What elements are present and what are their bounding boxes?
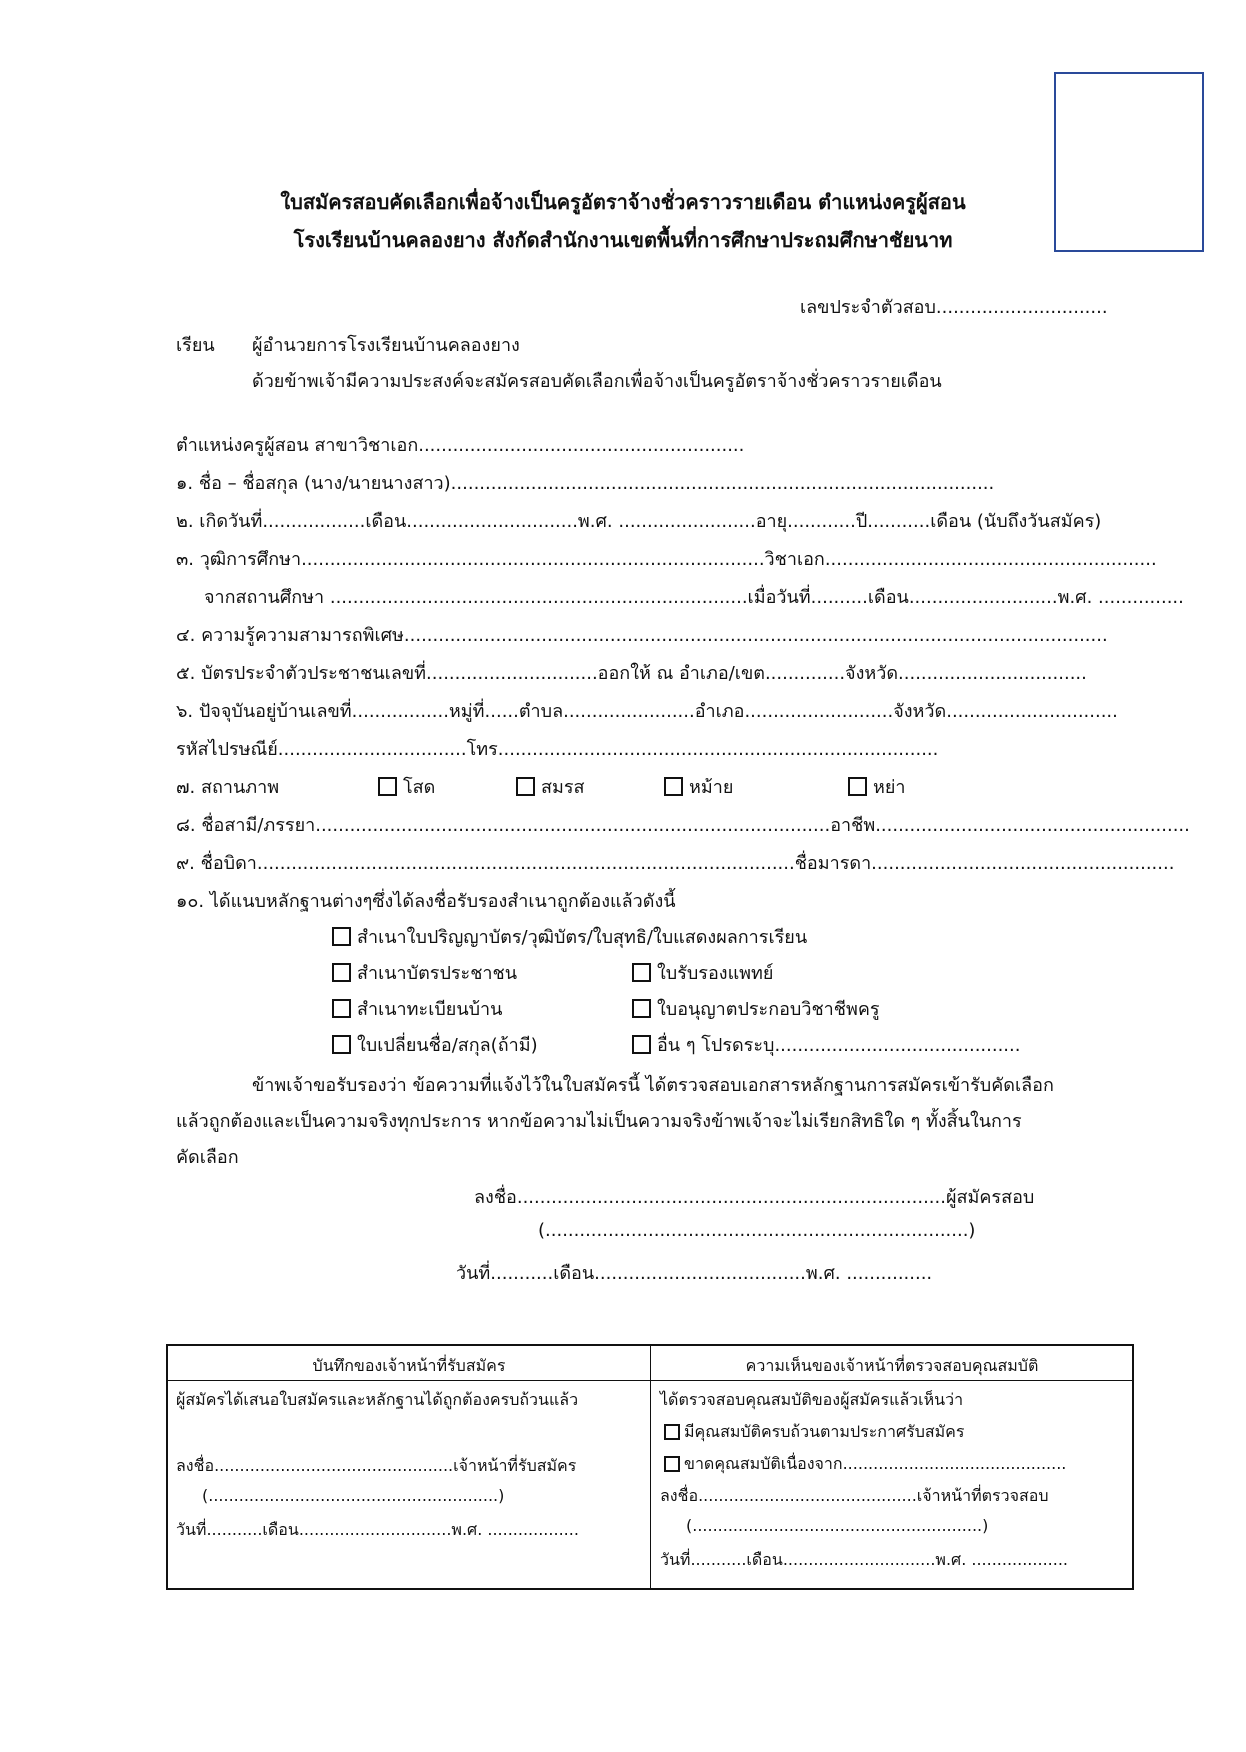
checkbox-icon[interactable]: [332, 1035, 351, 1054]
checkbox-icon[interactable]: [664, 777, 683, 796]
address-field[interactable]: ๖. ปัจจุบันอยู่บ้านเลขที่.................หมู่ที่......ตำบล.......................อำเภอ..........................จังหวัด..............................: [176, 701, 1118, 722]
name-field[interactable]: ๑. ชื่อ – ชื่อสกุล (นาง/นายนางสาว)...............................................................................................: [176, 473, 995, 494]
left-header: บันทึกของเจ้าหน้าที่รับสมัคร: [312, 1356, 506, 1375]
marital-status-label: ๗. สถานภาพ: [176, 777, 280, 798]
salutation-intro: ด้วยข้าพเจ้ามีความประสงค์จะสมัครสอบคัดเลือกเพื่อจ้างเป็นครูอัตราจ้างชั่วคราวรายเดือน: [252, 371, 942, 392]
birth-field[interactable]: ๒. เกิดวันที่..................เดือน..............................พ.ศ. ........................อายุ............ปี...........เดือน (นับถึงวันสมัคร): [176, 511, 1102, 532]
left-note: ผู้สมัครได้เสนอใบสมัครและหลักฐานได้ถูกต้องครบถ้วนแล้ว: [176, 1390, 579, 1409]
id-card-field[interactable]: ๕. บัตรประจำตัวประชาชนเลขที่..............................ออกให้ ณ อำเภอ/เขต..............จังหวัด.................................: [176, 663, 1087, 684]
attachments-label: ๑๐. ได้แนบหลักฐานต่างๆซึ่งได้ลงชื่อรับรองสำเนาถูกต้องแล้วดังนี้: [176, 891, 676, 912]
applicant-signature-field[interactable]: ลงชื่อ...........................................................................ผู้สมัครสอบ: [474, 1187, 1035, 1208]
status-divorced-option[interactable]: หย่า: [848, 772, 906, 801]
title-line-2: โรงเรียนบ้านคลองยาง สังกัดสำนักงานเขตพื้นที่การศึกษาประถมศึกษาชัยนาท: [293, 228, 953, 252]
checkbox-icon[interactable]: [632, 963, 651, 982]
doc-id-copy-option[interactable]: สำเนาบัตรประชาชน: [332, 958, 517, 987]
right-note: ได้ตรวจสอบคุณสมบัติของผู้สมัครแล้วเห็นว่า: [660, 1390, 964, 1409]
declaration-line-2: แล้วถูกต้องและเป็นความจริงทุกประการ หากข้อความไม่เป็นความจริงข้าพเจ้าจะไม่เรียกสิทธิใด ๆ ทั้งสิ้นในการ: [176, 1111, 1022, 1132]
receiver-name-field[interactable]: (.........................................................): [202, 1486, 505, 1505]
table-divider: [650, 1346, 651, 1588]
declaration-line-3: คัดเลือก: [176, 1147, 239, 1168]
checkbox-icon[interactable]: [632, 1035, 651, 1054]
institution-field[interactable]: จากสถานศึกษา .........................................................................เมื่อวันที่..........เดือน..........................พ.ศ. ...............: [204, 587, 1184, 608]
status-widowed-option[interactable]: หม้าย: [664, 772, 733, 801]
doc-name-change-option[interactable]: ใบเปลี่ยนชื่อ/สกุล(ถ้ามี): [332, 1030, 538, 1059]
status-single-option[interactable]: โสด: [378, 772, 435, 801]
checkbox-icon[interactable]: [632, 999, 651, 1018]
checkbox-icon[interactable]: [664, 1456, 680, 1472]
receiver-date-field[interactable]: วันที่...........เดือน..............................พ.ศ. ..................: [176, 1520, 579, 1539]
officer-table: [166, 1344, 1134, 1590]
doc-other-option[interactable]: อื่น ๆ โปรดระบุ...........................................: [632, 1030, 1020, 1059]
checkbox-icon[interactable]: [332, 999, 351, 1018]
postal-phone-field[interactable]: รหัสไปรษณีย์.................................โทร.............................................................................: [176, 739, 939, 760]
checkbox-icon[interactable]: [664, 1424, 680, 1440]
salutation-label: เรียน: [176, 335, 215, 356]
position-field[interactable]: ตำแหน่งครูผู้สอน สาขาวิชาเอก.........................................................: [176, 435, 745, 456]
doc-house-reg-option[interactable]: สำเนาทะเบียนบ้าน: [332, 994, 502, 1023]
right-header: ความเห็นของเจ้าหน้าที่ตรวจสอบคุณสมบัติ: [745, 1356, 1039, 1375]
status-married-option[interactable]: สมรส: [516, 772, 585, 801]
checkbox-icon[interactable]: [848, 777, 867, 796]
skills-field[interactable]: ๔. ความรู้ความสามารถพิเศษ...........................................................................................................................: [176, 625, 1108, 646]
inspector-date-field[interactable]: วันที่...........เดือน..............................พ.ศ. ...................: [660, 1550, 1068, 1569]
checkbox-icon[interactable]: [332, 963, 351, 982]
table-header-divider: [168, 1380, 1132, 1381]
education-field[interactable]: ๓. วุฒิการศึกษา.................................................................................วิชาเอก..........................................................: [176, 549, 1157, 570]
title-line-1: ใบสมัครสอบคัดเลือกเพื่อจ้างเป็นครูอัตราจ้างชั่วคราวรายเดือน ตำแหน่งครูผู้สอน: [280, 190, 966, 214]
doc-medical-option[interactable]: ใบรับรองแพทย์: [632, 958, 773, 987]
parents-field[interactable]: ๙. ชื่อบิดา..............................................................................................ชื่อมารดา.....................................................: [176, 853, 1175, 874]
salutation-to: ผู้อำนวยการโรงเรียนบ้านคลองยาง: [252, 335, 520, 356]
spouse-field[interactable]: ๘. ชื่อสามี/ภรรยา..........................................................................................อาชีพ.......................................................: [176, 815, 1190, 836]
applicant-name-field[interactable]: (..........................................................................): [538, 1220, 976, 1241]
exam-id-field[interactable]: เลขประจำตัวสอบ..............................: [800, 297, 1108, 318]
inspector-signature-field[interactable]: ลงชื่อ...........................................เจ้าหน้าที่ตรวจสอบ: [660, 1486, 1049, 1505]
receiver-signature-field[interactable]: ลงชื่อ...............................................เจ้าหน้าที่รับสมัคร: [176, 1456, 577, 1475]
doc-degree-option[interactable]: สำเนาใบปริญญาบัตร/วุฒิบัตร/ใบสุทธิ/ใบแสดงผลการเรียน: [332, 922, 807, 951]
checkbox-icon[interactable]: [516, 777, 535, 796]
inspector-name-field[interactable]: (.........................................................): [686, 1516, 989, 1535]
not-qualified-option[interactable]: ขาดคุณสมบัติเนื่องจาก............................................: [664, 1452, 1066, 1477]
declaration-line-1: ข้าพเจ้าขอรับรองว่า ข้อความที่แจ้งไว้ในใบสมัครนี้ ได้ตรวจสอบเอกสารหลักฐานการสมัครเข้ารับคัดเลือก: [252, 1075, 1054, 1096]
checkbox-icon[interactable]: [378, 777, 397, 796]
doc-teacher-license-option[interactable]: ใบอนุญาตประกอบวิชาชีพครู: [632, 994, 880, 1023]
applicant-date-field[interactable]: วันที่...........เดือน.....................................พ.ศ. ...............: [456, 1263, 933, 1284]
qualified-option[interactable]: มีคุณสมบัติครบถ้วนตามประกาศรับสมัคร: [664, 1420, 964, 1445]
checkbox-icon[interactable]: [332, 927, 351, 946]
